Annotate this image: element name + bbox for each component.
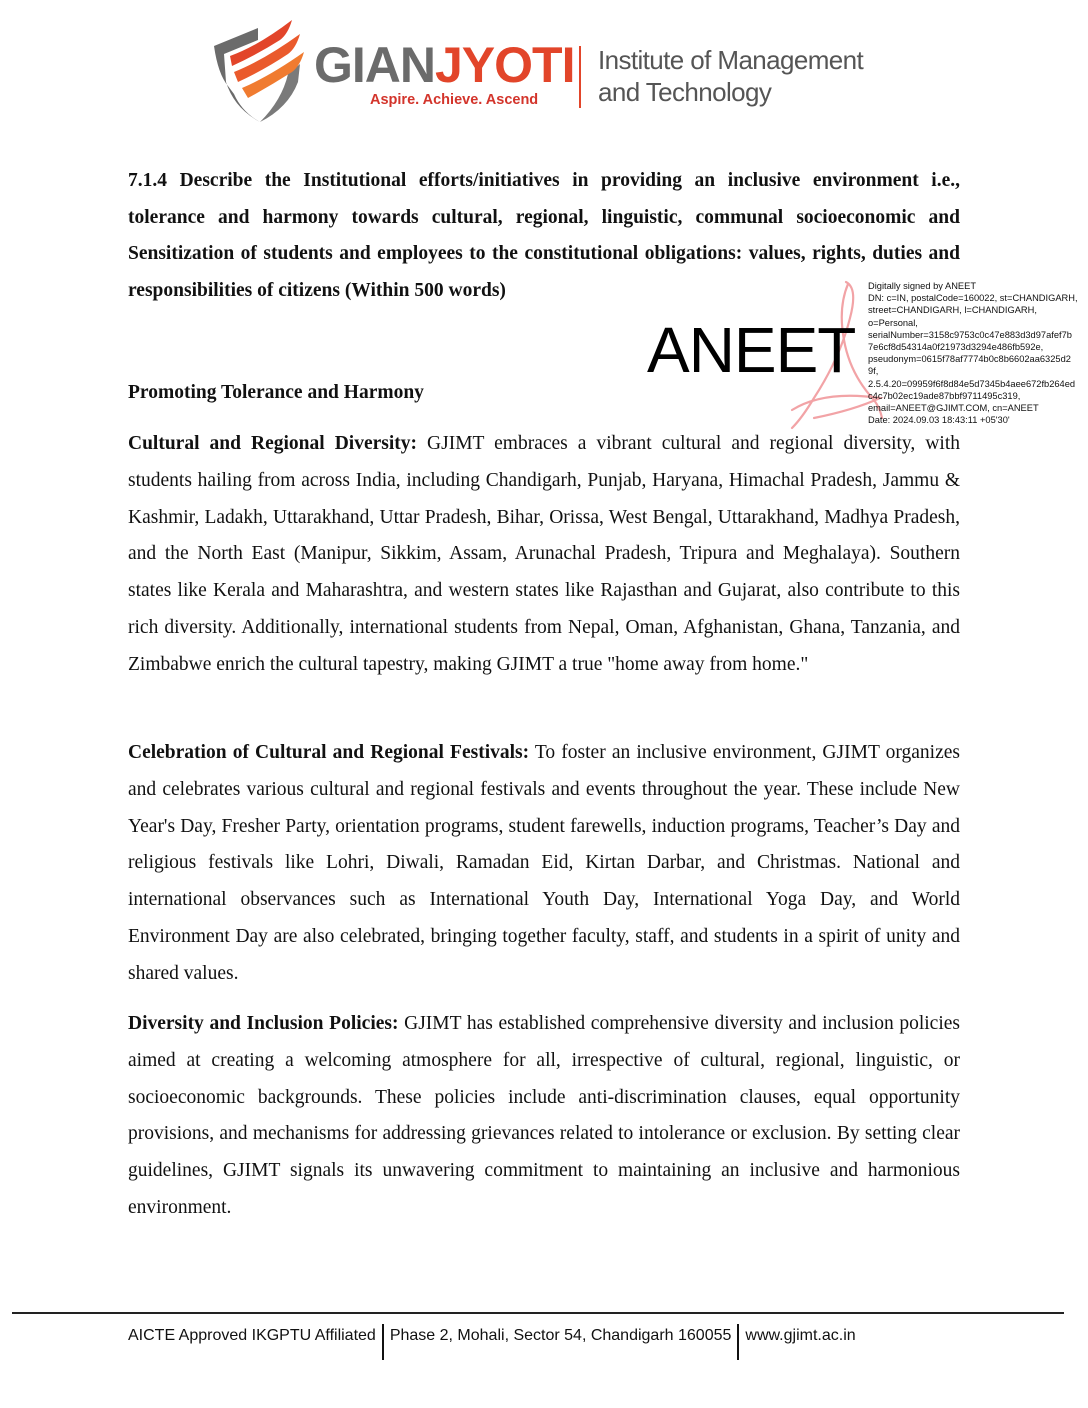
- paragraph-festivals: [128, 735, 960, 993]
- footer-affiliation: AICTE Approved IKGPTU Affiliated: [128, 1327, 376, 1344]
- criterion-question: 7.1.4 Describe the Institutional efforts/initiatives in providing an inclusive environment i.e., tolerance and harmony towards cultural, regional, linguistic, communal socioeconomic and Sensitization of students and employees to the constitutional obligations: values, rights, duties and responsibilities of citizens (Within 500 words): [128, 170, 960, 302]
- paragraph-lead: Diversity and Inclusion Policies:: [128, 1013, 399, 1034]
- logo-divider: [579, 46, 581, 108]
- signature-detail-line: 9f,: [868, 366, 879, 377]
- institute-name-line1: Institute of Management: [598, 45, 864, 75]
- paragraph-lead: Cultural and Regional Diversity:: [128, 433, 418, 454]
- paragraph-text: GJIMT has established comprehensive diversity and inclusion policies aimed at creating a welcoming atmosphere for all, irrespective of cultural, regional, linguistic, or socioeconomic backgrounds. These policies include anti-discrimination clauses, equal opportunity provisions, and mechanisms for addressing grievances related to intolerance or exclusion. By setting clear guidelines, GJIMT signals its unwavering commitment to maintaining an inclusive and harmonious environment.: [128, 1013, 960, 1218]
- paragraph-inclusion-policies: [128, 1006, 960, 1227]
- paragraph-text: GJIMT embraces a vibrant cultural and regional diversity, with students hailing from across India, including Chandigarh, Punjab, Haryana, Himachal Pradesh, Jammu & Kashmir, Ladakh, Uttarakhand, Uttar Pradesh, Bihar, Orissa, West Bengal, Uttarakhand, Madhya Pradesh, and the North East (Manipur, Sikkim, Assam, Arunachal Pradesh, Tripura and Meghalaya). Southern states like Kerala and Maharashtra, and western states like Rajasthan and Gujarat, also contribute to this rich diversity. Additionally, international students from Nepal, Oman, Afghanistan, Ghana, Tanzania, and Zimbabwe enrich the cultural tapestry, making GJIMT a true "home away from home.": [128, 433, 960, 675]
- footer-website-link[interactable]: www.gjimt.ac.in: [745, 1327, 856, 1344]
- footer-address: Phase 2, Mohali, Sector 54, Chandigarh 160055: [389, 1327, 732, 1344]
- signature-detail-line: 2.5.4.20=09959f6f8d84e5d7345b4aee672fb264ed: [868, 378, 1076, 389]
- page-footer: [128, 1322, 856, 1362]
- institute-name-line2: and Technology: [598, 77, 772, 107]
- signature-detail-line: serialNumber=3158c9753c0c47e883d3d97afef7b: [868, 329, 1072, 340]
- institute-name: [598, 44, 863, 108]
- signature-detail-line: Digitally signed by ANEET: [868, 281, 976, 291]
- footer-separator: [737, 1324, 739, 1360]
- signature-name: ANEET: [647, 314, 856, 386]
- signature-detail-line: street=CHANDIGARH, l=CHANDIGARH,: [868, 305, 1037, 316]
- institute-logo: [208, 16, 898, 128]
- footer-separator: [382, 1324, 384, 1360]
- logo-tagline: Aspire. Achieve. Ascend: [370, 92, 539, 108]
- footer-rule: [12, 1312, 1064, 1314]
- signature-details: [868, 280, 1080, 426]
- logo-name-part1: GIAN: [314, 37, 435, 93]
- paragraph-cultural-diversity: [128, 426, 960, 684]
- logo-name-part2: JYOTI: [435, 37, 575, 93]
- section-heading: Promoting Tolerance and Harmony: [128, 382, 424, 403]
- signature-detail-line: c4c7b02ec19ade87bbf9711495c319,: [868, 390, 1021, 401]
- signature-detail-line: o=Personal,: [868, 317, 918, 328]
- shield-icon: [208, 16, 312, 128]
- paragraph-lead: Celebration of Cultural and Regional Festivals:: [128, 742, 530, 763]
- paragraph-text: To foster an inclusive environment, GJIMT organizes and celebrates various cultural and regional festivals and events throughout the year. These include New Year's Day, Fresher Party, orientation programs, student farewells, induction programs, Teacher’s Day and religious festivals like Lohri, Diwali, Ramadan Eid, Kirtan Darbar, and Christmas. National and international observances such as International Youth Day, International Yoga Day, and World Environment Day are also celebrated, bringing together faculty, staff, and students in a spirit of unity and shared values.: [128, 742, 960, 984]
- signature-detail-line: Date: 2024.09.03 18:43:11 +05'30': [868, 415, 1010, 426]
- signature-detail-line: 7e6cf8d54314a0f21973d3294e486fb592e,: [868, 342, 1044, 353]
- logo-wordmark: [314, 38, 574, 92]
- signature-detail-line: email=ANEET@GJIMT.COM, cn=ANEET: [868, 403, 1039, 414]
- signature-detail-line: DN: c=IN, postalCode=160022, st=CHANDIGARH,: [868, 293, 1078, 304]
- signature-detail-line: pseudonym=0615f78af7774b0c8b6602aa6325d2: [868, 354, 1071, 365]
